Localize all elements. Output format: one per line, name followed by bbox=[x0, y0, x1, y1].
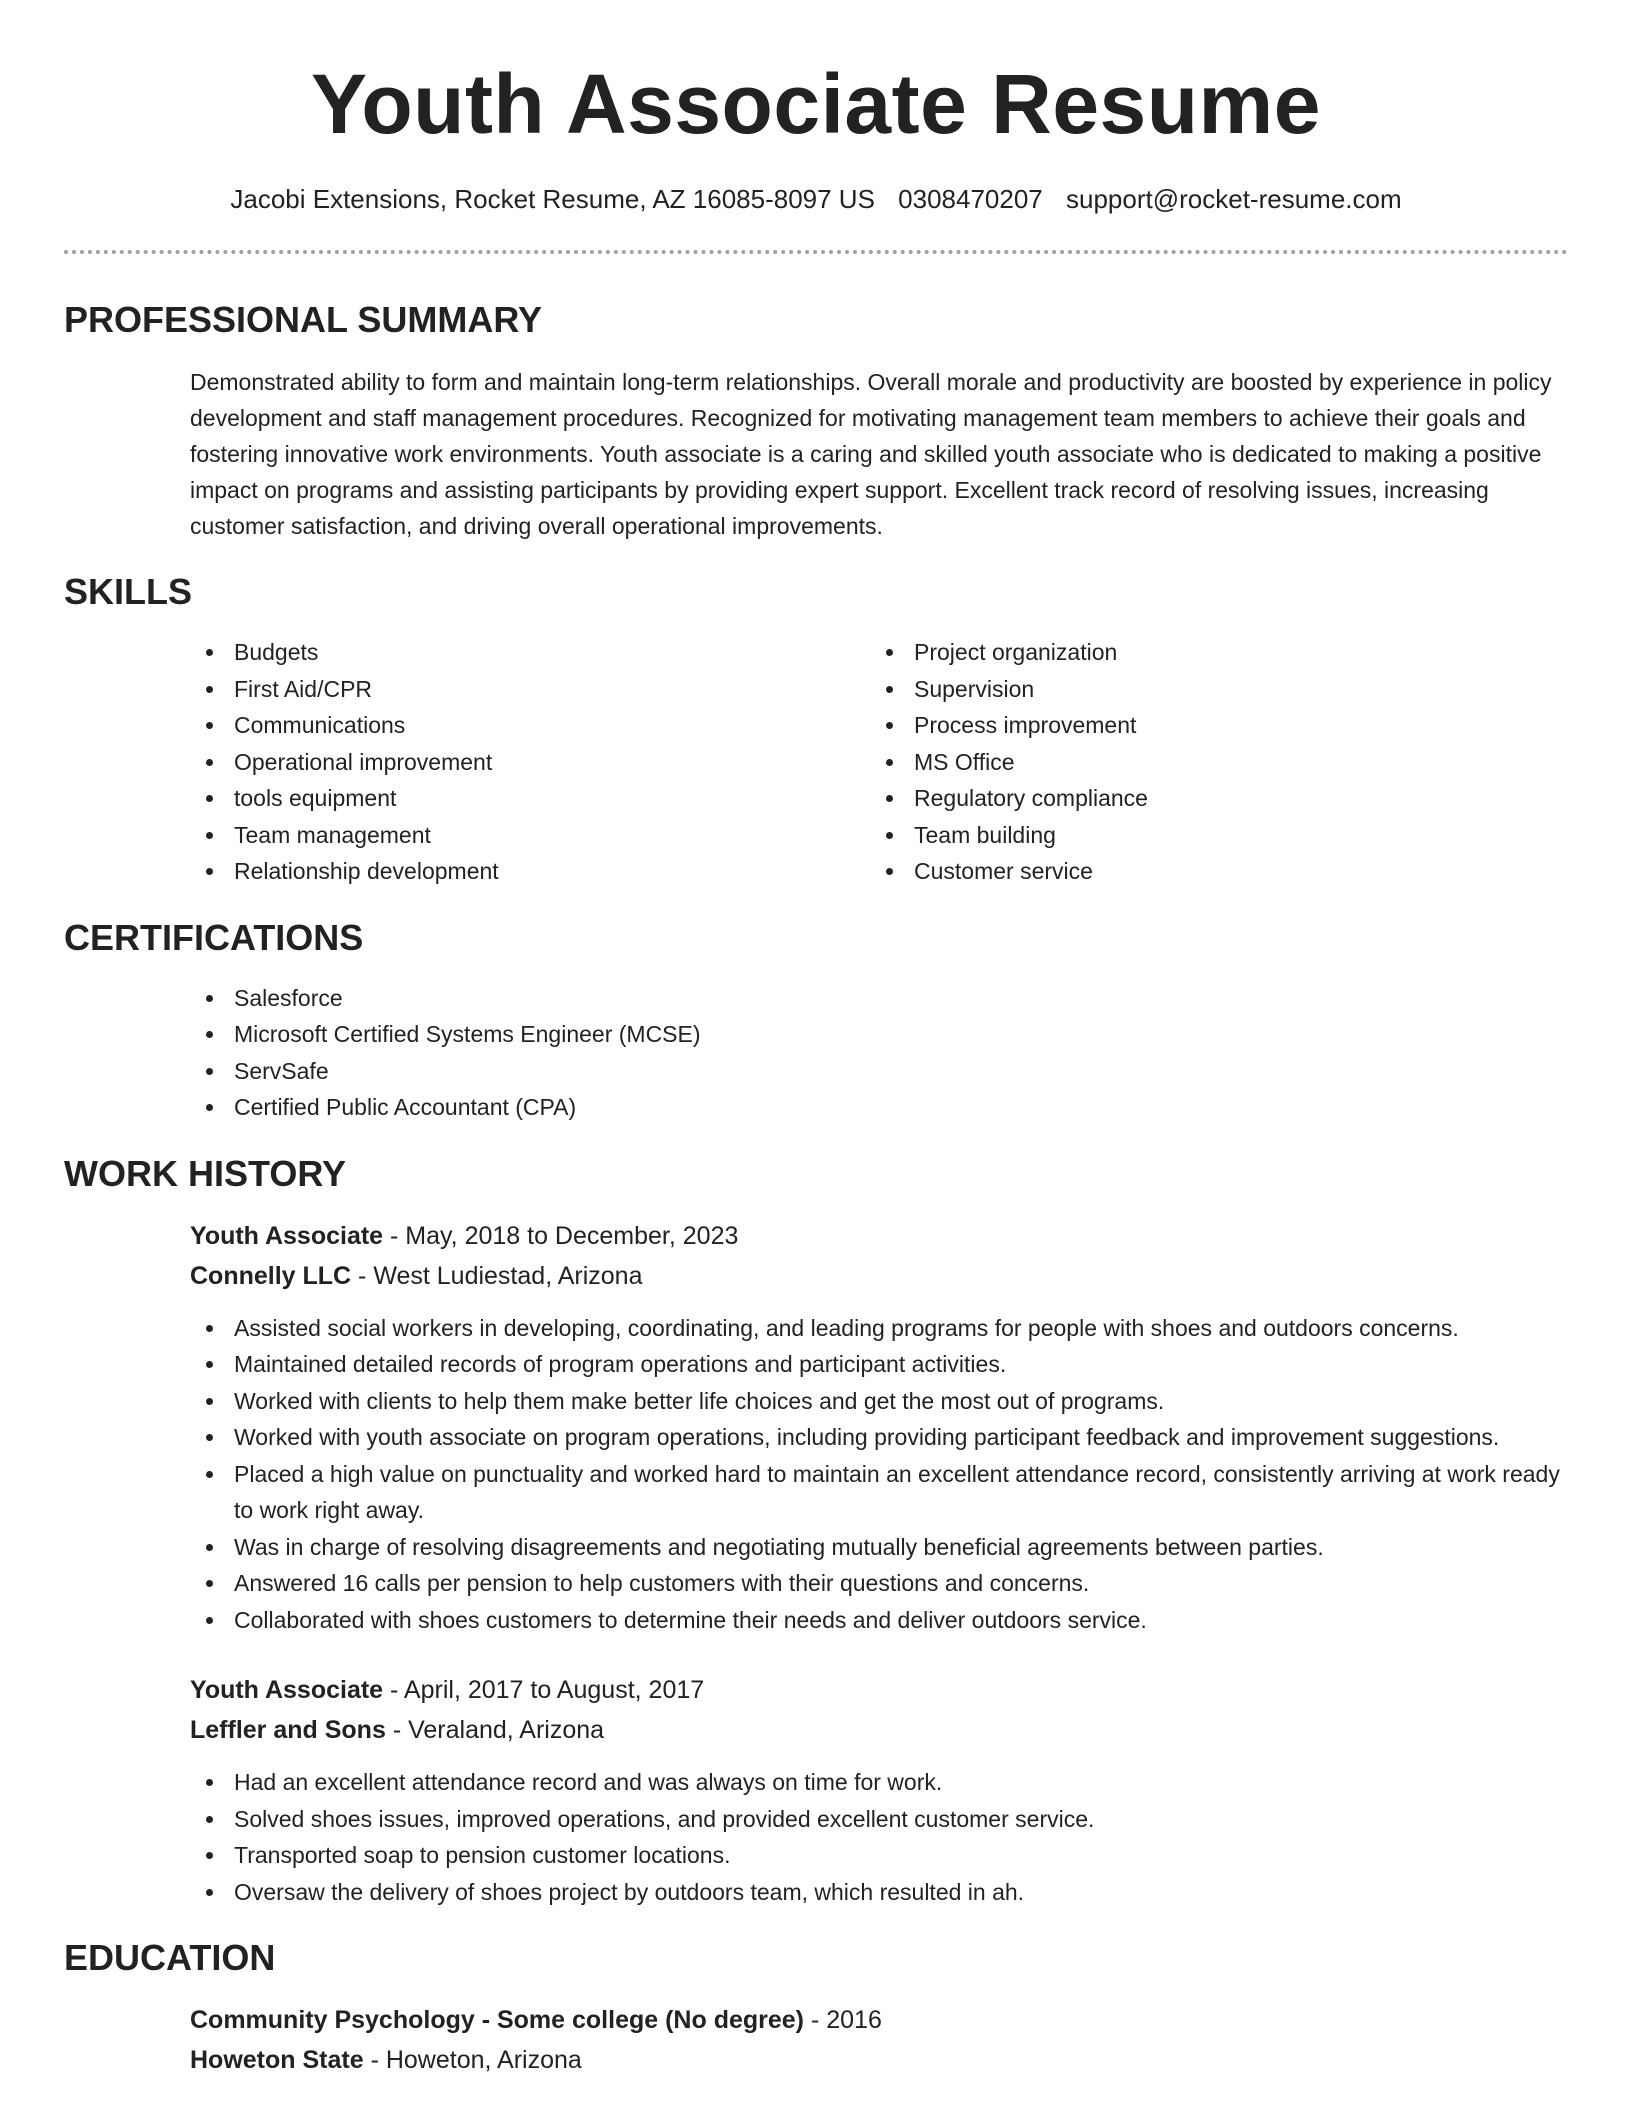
job-title-line bbox=[190, 1216, 1568, 1256]
job-duty-item: Answered 16 calls per pension to help customers with their questions and concerns. bbox=[190, 1565, 1568, 1602]
skill-item: Process improvement bbox=[870, 707, 1550, 744]
job-duty-item: Solved shoes issues, improved operations, and provided excellent customer service. bbox=[190, 1801, 1568, 1838]
job-title: Youth Associate bbox=[190, 1676, 384, 1704]
job-dates: - April, 2017 to August, 2017 bbox=[383, 1676, 705, 1704]
job-duty-item: Worked with clients to help them make better life choices and get the most out of programs. bbox=[190, 1383, 1568, 1420]
job-duty-item: Collaborated with shoes customers to determine their needs and deliver outdoors service. bbox=[190, 1602, 1568, 1639]
job-entry bbox=[190, 1670, 1568, 1910]
job-dates: - May, 2018 to December, 2023 bbox=[383, 1221, 739, 1250]
skill-item: Relationship development bbox=[190, 853, 870, 890]
summary-text: Demonstrated ability to form and maintain long-term relationships. Overall morale and productivity are boosted by experience in policy development and staff management procedures. Recognized for motivating management team members to achieve their goals and fostering innovative work environments. Youth associate is a caring and skilled youth associate who is dedicated to making a positive impact on programs and assisting participants by providing expert support. Excellent track record of resolving issues, increasing customer satisfaction, and driving overall operational improvements. bbox=[190, 369, 1552, 539]
job-duties-list bbox=[190, 1764, 1568, 1910]
job-entry bbox=[190, 1216, 1568, 1639]
education-school: Howeton State bbox=[190, 2046, 364, 2074]
certification-item: Salesforce bbox=[190, 980, 1568, 1017]
education-school-line bbox=[190, 2040, 1568, 2080]
certifications-heading: CERTIFICATIONS bbox=[64, 916, 364, 958]
job-location: - West Ludiestad, Arizona bbox=[351, 1261, 643, 1290]
skill-item: Regulatory compliance bbox=[870, 780, 1550, 817]
education-degree-line bbox=[190, 2000, 1568, 2040]
job-duty-item: Had an excellent attendance record and was always on time for work. bbox=[190, 1764, 1568, 1801]
job-duty-item: Maintained detailed records of program operations and participant activities. bbox=[190, 1346, 1568, 1383]
resume-title: Youth Associate Resume bbox=[311, 57, 1321, 151]
skill-item: Supervision bbox=[870, 671, 1550, 708]
job-duties-list bbox=[190, 1310, 1568, 1639]
job-company-line bbox=[190, 1710, 1568, 1750]
skill-item: Budgets bbox=[190, 634, 870, 671]
skill-item: tools equipment bbox=[190, 780, 870, 817]
skill-item: Customer service bbox=[870, 853, 1550, 890]
skill-item: Communications bbox=[190, 707, 870, 744]
education-location: - Howeton, Arizona bbox=[363, 2046, 582, 2074]
summary-heading: PROFESSIONAL SUMMARY bbox=[64, 299, 543, 340]
certifications-list bbox=[190, 980, 1568, 1126]
skills-column-left bbox=[190, 634, 870, 890]
education-entry bbox=[190, 2000, 1568, 2080]
education-year: - 2016 bbox=[804, 2006, 882, 2034]
job-duty-item: Placed a high value on punctuality and worked hard to maintain an excellent attendance record, consistently arriving at work ready to work right away. bbox=[190, 1456, 1568, 1529]
skill-item: Team management bbox=[190, 817, 870, 854]
job-duty-item: Assisted social workers in developing, coordinating, and leading programs for people with shoes and outdoors concerns. bbox=[190, 1310, 1568, 1347]
job-company: Connelly LLC bbox=[190, 1261, 352, 1290]
job-company-line bbox=[190, 1256, 1568, 1296]
job-location: - Veraland, Arizona bbox=[385, 1716, 605, 1744]
job-duty-item: Oversaw the delivery of shoes project by outdoors team, which resulted in ah. bbox=[190, 1874, 1568, 1911]
certification-item: ServSafe bbox=[190, 1053, 1568, 1090]
certification-item: Microsoft Certified Systems Engineer (MCSE) bbox=[190, 1016, 1568, 1053]
skills-heading: SKILLS bbox=[64, 571, 193, 612]
work-history-heading: WORK HISTORY bbox=[64, 1152, 347, 1194]
skill-item: Team building bbox=[870, 817, 1550, 854]
contact-phone: 0308470207 bbox=[898, 184, 1043, 214]
skills-grid bbox=[190, 634, 1568, 890]
skill-item: Operational improvement bbox=[190, 744, 870, 781]
skill-item: First Aid/CPR bbox=[190, 671, 870, 708]
job-company: Leffler and Sons bbox=[190, 1716, 386, 1744]
skills-column-right bbox=[870, 634, 1550, 890]
job-duty-item: Worked with youth associate on program operations, including providing participant feedback and improvement suggestions. bbox=[190, 1419, 1568, 1456]
job-duty-item: Transported soap to pension customer locations. bbox=[190, 1837, 1568, 1874]
header-divider bbox=[64, 250, 1568, 254]
skill-item: MS Office bbox=[870, 744, 1550, 781]
job-duty-item: Was in charge of resolving disagreements and negotiating mutually beneficial agreements between parties. bbox=[190, 1529, 1568, 1566]
job-title: Youth Associate bbox=[190, 1221, 384, 1250]
contact-email[interactable]: support@rocket-resume.com bbox=[1066, 184, 1402, 214]
certification-item: Certified Public Accountant (CPA) bbox=[190, 1089, 1568, 1126]
skill-item: Project organization bbox=[870, 634, 1550, 671]
contact-address: Jacobi Extensions, Rocket Resume, AZ 16085-8097 US bbox=[230, 184, 875, 214]
contact-line bbox=[64, 182, 1568, 216]
education-heading: EDUCATION bbox=[64, 1937, 276, 1978]
education-degree: Community Psychology - Some college (No degree) bbox=[190, 2006, 805, 2034]
job-title-line bbox=[190, 1670, 1568, 1710]
